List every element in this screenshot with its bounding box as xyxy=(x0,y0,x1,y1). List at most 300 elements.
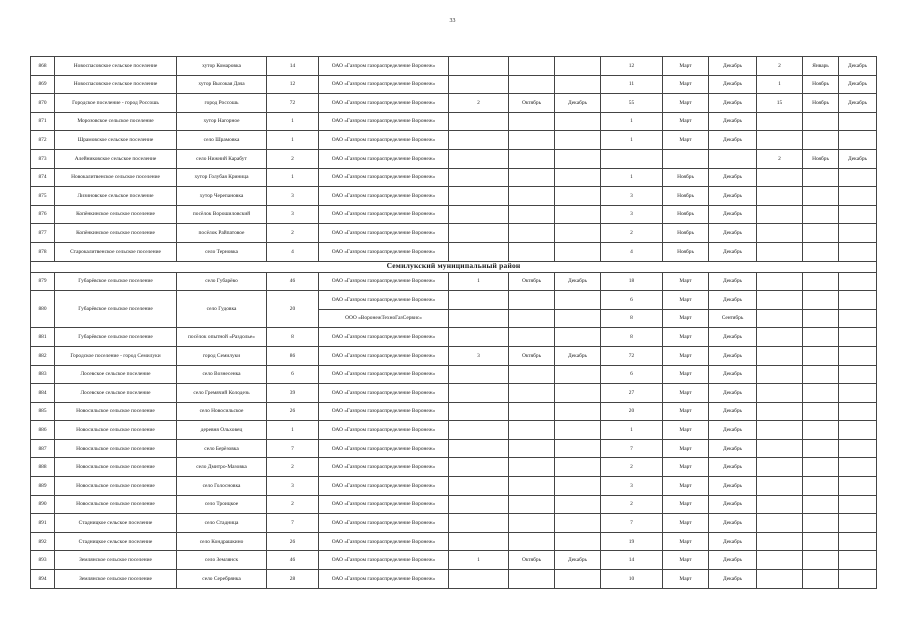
month-cell xyxy=(509,328,555,347)
organization-cell: ОАО «Газпром газораспределение Воронеж» xyxy=(319,458,449,477)
locality-cell: село Гудовка xyxy=(177,291,267,328)
settlement-cell: Стадницкое сельское поселение xyxy=(55,532,177,551)
settlement-cell: Новоспасовское сельское поселение xyxy=(55,57,177,76)
month-cell xyxy=(839,458,877,477)
value-cell: 3 xyxy=(601,477,663,496)
table-row xyxy=(31,205,877,224)
month-cell: Декабрь xyxy=(555,551,601,570)
month-cell xyxy=(839,112,877,131)
settlement-cell: Шрамовское сельское поселение xyxy=(55,131,177,150)
month-cell: Март xyxy=(663,532,709,551)
value-cell xyxy=(757,551,803,570)
month-cell xyxy=(509,421,555,440)
organization-cell: ОАО «Газпром газораспределение Воронеж» xyxy=(319,551,449,570)
month-cell xyxy=(555,439,601,458)
organization-cell: ООО «ВоронежТехноГазСервис» xyxy=(319,309,449,328)
month-cell: Декабрь xyxy=(709,421,757,440)
month-cell xyxy=(555,131,601,150)
settlement-cell: Алейниковское сельское поселение xyxy=(55,149,177,168)
page-number: 33 xyxy=(449,18,456,24)
month-cell xyxy=(509,384,555,403)
month-cell xyxy=(803,328,839,347)
value-cell xyxy=(601,149,663,168)
value-cell: 3 xyxy=(449,346,509,365)
month-cell xyxy=(839,532,877,551)
month-cell xyxy=(803,421,839,440)
value-cell xyxy=(757,168,803,187)
quantity-cell: 46 xyxy=(267,272,319,291)
month-cell: Ноябрь xyxy=(663,187,709,206)
value-cell xyxy=(449,458,509,477)
settlement-cell: Копёнкинское сельское поселение xyxy=(55,224,177,243)
month-cell: Март xyxy=(663,291,709,310)
value-cell xyxy=(757,421,803,440)
value-cell xyxy=(757,272,803,291)
organization-cell: ОАО «Газпром газораспределение Воронеж» xyxy=(319,112,449,131)
month-cell: Март xyxy=(663,514,709,533)
row-number-cell: 894 xyxy=(31,570,55,589)
quantity-cell: 4 xyxy=(267,242,319,261)
settlement-cell: Губарёвское сельское поселение xyxy=(55,272,177,291)
month-cell: Декабрь xyxy=(555,272,601,291)
row-number-cell: 881 xyxy=(31,328,55,347)
month-cell: Март xyxy=(663,439,709,458)
organization-cell: ОАО «Газпром газораспределение Воронеж» xyxy=(319,365,449,384)
value-cell xyxy=(449,402,509,421)
quantity-cell: 46 xyxy=(267,551,319,570)
organization-cell: ОАО «Газпром газораспределение Воронеж» xyxy=(319,272,449,291)
month-cell xyxy=(839,495,877,514)
month-cell xyxy=(509,168,555,187)
month-cell: Март xyxy=(663,384,709,403)
month-cell: Январь xyxy=(803,57,839,76)
month-cell: Декабрь xyxy=(709,570,757,589)
row-number-cell: 871 xyxy=(31,112,55,131)
month-cell: Октябрь xyxy=(509,94,555,113)
month-cell xyxy=(555,75,601,94)
section-header-row xyxy=(31,261,877,272)
month-cell xyxy=(555,242,601,261)
settlement-cell: Новокалитвенское сельское поселение xyxy=(55,168,177,187)
month-cell: Март xyxy=(663,365,709,384)
value-cell: 27 xyxy=(601,384,663,403)
value-cell: 55 xyxy=(601,94,663,113)
value-cell xyxy=(757,532,803,551)
month-cell xyxy=(509,495,555,514)
quantity-cell: 3 xyxy=(267,205,319,224)
value-cell xyxy=(757,477,803,496)
table-row xyxy=(31,242,877,261)
row-number-cell: 890 xyxy=(31,495,55,514)
organization-cell: ОАО «Газпром газораспределение Воронеж» xyxy=(319,477,449,496)
month-cell: Декабрь xyxy=(709,94,757,113)
month-cell: Декабрь xyxy=(709,131,757,150)
table-row xyxy=(31,224,877,243)
organization-cell: ОАО «Газпром газораспределение Воронеж» xyxy=(319,439,449,458)
organization-cell: ОАО «Газпром газораспределение Воронеж» xyxy=(319,514,449,533)
month-cell xyxy=(555,224,601,243)
settlement-cell: Новоспасовское сельское поселение xyxy=(55,75,177,94)
row-number-cell: 887 xyxy=(31,439,55,458)
quantity-cell: 1 xyxy=(267,112,319,131)
month-cell: Декабрь xyxy=(709,291,757,310)
table-row xyxy=(31,365,877,384)
locality-cell: хутор Голубая Криница xyxy=(177,168,267,187)
value-cell: 18 xyxy=(601,272,663,291)
month-cell xyxy=(509,365,555,384)
month-cell: Декабрь xyxy=(709,402,757,421)
settlement-cell: Губарёвское сельское поселение xyxy=(55,291,177,328)
quantity-cell: 28 xyxy=(267,570,319,589)
table-row xyxy=(31,384,877,403)
month-cell xyxy=(839,551,877,570)
month-cell: Декабрь xyxy=(709,112,757,131)
month-cell xyxy=(803,365,839,384)
month-cell: Декабрь xyxy=(555,346,601,365)
row-number-cell: 873 xyxy=(31,149,55,168)
month-cell xyxy=(803,532,839,551)
month-cell xyxy=(839,384,877,403)
month-cell xyxy=(803,187,839,206)
month-cell: Ноябрь xyxy=(803,149,839,168)
row-number-cell: 868 xyxy=(31,57,55,76)
settlement-cell: Новосильское сельское поселение xyxy=(55,495,177,514)
row-number-cell: 879 xyxy=(31,272,55,291)
month-cell xyxy=(555,532,601,551)
month-cell: Декабрь xyxy=(709,495,757,514)
month-cell xyxy=(509,477,555,496)
month-cell: Декабрь xyxy=(709,224,757,243)
section-title: Семилукский муниципальный район xyxy=(31,261,877,272)
locality-cell: село Дмитро-Мазовка xyxy=(177,458,267,477)
locality-cell: село Новосильское xyxy=(177,402,267,421)
row-number-cell: 880 xyxy=(31,291,55,328)
organization-cell: ОАО «Газпром газораспределение Воронеж» xyxy=(319,57,449,76)
organization-cell: ОАО «Газпром газораспределение Воронеж» xyxy=(319,205,449,224)
settlement-cell: Новосильское сельское поселение xyxy=(55,402,177,421)
value-cell xyxy=(757,514,803,533)
row-number-cell: 878 xyxy=(31,242,55,261)
month-cell xyxy=(803,570,839,589)
month-cell xyxy=(839,187,877,206)
locality-cell: хутор Черепановка xyxy=(177,187,267,206)
quantity-cell: 2 xyxy=(267,149,319,168)
month-cell: Декабрь xyxy=(709,365,757,384)
month-cell: Ноябрь xyxy=(803,94,839,113)
month-cell: Декабрь xyxy=(839,149,877,168)
value-cell: 2 xyxy=(757,57,803,76)
quantity-cell: 72 xyxy=(267,94,319,113)
month-cell: Ноябрь xyxy=(663,242,709,261)
month-cell xyxy=(839,514,877,533)
month-cell xyxy=(509,309,555,328)
table-row xyxy=(31,570,877,589)
table-row xyxy=(31,421,877,440)
quantity-cell: 3 xyxy=(267,477,319,496)
month-cell xyxy=(803,384,839,403)
value-cell xyxy=(449,421,509,440)
quantity-cell: 2 xyxy=(267,458,319,477)
gasification-schedule-table xyxy=(30,56,877,589)
table-row xyxy=(31,75,877,94)
value-cell: 1 xyxy=(757,75,803,94)
value-cell: 2 xyxy=(601,458,663,477)
row-number-cell: 888 xyxy=(31,458,55,477)
month-cell: Октябрь xyxy=(509,551,555,570)
month-cell: Март xyxy=(663,551,709,570)
month-cell xyxy=(509,532,555,551)
month-cell: Март xyxy=(663,57,709,76)
settlement-cell: Городское поселение - город Россошь xyxy=(55,94,177,113)
month-cell: Декабрь xyxy=(709,205,757,224)
month-cell: Март xyxy=(663,477,709,496)
locality-cell: село Гремячий Колодезь xyxy=(177,384,267,403)
month-cell xyxy=(555,328,601,347)
row-number-cell: 874 xyxy=(31,168,55,187)
month-cell xyxy=(839,291,877,310)
value-cell: 4 xyxy=(601,242,663,261)
month-cell: Март xyxy=(663,272,709,291)
month-cell xyxy=(555,421,601,440)
locality-cell: город Семилуки xyxy=(177,346,267,365)
value-cell xyxy=(449,224,509,243)
month-cell xyxy=(509,514,555,533)
organization-cell: ОАО «Газпром газораспределение Воронеж» xyxy=(319,384,449,403)
organization-cell: ОАО «Газпром газораспределение Воронеж» xyxy=(319,75,449,94)
month-cell: Март xyxy=(663,309,709,328)
month-cell: Декабрь xyxy=(709,346,757,365)
month-cell: Декабрь xyxy=(709,532,757,551)
month-cell xyxy=(509,291,555,310)
month-cell: Ноябрь xyxy=(663,224,709,243)
table-row xyxy=(31,439,877,458)
month-cell: Декабрь xyxy=(709,242,757,261)
value-cell xyxy=(757,346,803,365)
organization-cell: ОАО «Газпром газораспределение Воронеж» xyxy=(319,346,449,365)
month-cell xyxy=(839,168,877,187)
row-number-cell: 886 xyxy=(31,421,55,440)
month-cell xyxy=(839,421,877,440)
month-cell xyxy=(803,291,839,310)
month-cell xyxy=(803,346,839,365)
month-cell: Ноябрь xyxy=(803,75,839,94)
value-cell xyxy=(449,149,509,168)
month-cell xyxy=(803,309,839,328)
month-cell xyxy=(709,149,757,168)
value-cell: 1 xyxy=(601,112,663,131)
value-cell xyxy=(449,477,509,496)
value-cell xyxy=(449,75,509,94)
locality-cell: село Губарёво xyxy=(177,272,267,291)
month-cell: Декабрь xyxy=(709,458,757,477)
settlement-cell: Новосильское сельское поселение xyxy=(55,439,177,458)
value-cell xyxy=(757,495,803,514)
value-cell: 7 xyxy=(601,514,663,533)
month-cell: Декабрь xyxy=(709,514,757,533)
month-cell: Декабрь xyxy=(839,75,877,94)
table-row xyxy=(31,131,877,150)
organization-cell: ОАО «Газпром газораспределение Воронеж» xyxy=(319,402,449,421)
quantity-cell: 14 xyxy=(267,57,319,76)
organization-cell: ОАО «Газпром газораспределение Воронеж» xyxy=(319,224,449,243)
month-cell: Декабрь xyxy=(709,551,757,570)
organization-cell: ОАО «Газпром газораспределение Воронеж» xyxy=(319,149,449,168)
settlement-cell: Новосильское сельское поселение xyxy=(55,458,177,477)
month-cell xyxy=(839,224,877,243)
value-cell xyxy=(449,242,509,261)
locality-cell: село Шрамовка xyxy=(177,131,267,150)
month-cell: Март xyxy=(663,402,709,421)
month-cell xyxy=(509,112,555,131)
value-cell xyxy=(449,495,509,514)
quantity-cell: 7 xyxy=(267,439,319,458)
month-cell xyxy=(839,439,877,458)
month-cell xyxy=(555,309,601,328)
organization-cell: ОАО «Газпром газораспределение Воронеж» xyxy=(319,291,449,310)
month-cell xyxy=(555,291,601,310)
locality-cell: посёлок Ворошиловский xyxy=(177,205,267,224)
month-cell xyxy=(803,242,839,261)
quantity-cell: 1 xyxy=(267,421,319,440)
month-cell xyxy=(803,224,839,243)
quantity-cell: 26 xyxy=(267,402,319,421)
table-row xyxy=(31,187,877,206)
row-number-cell: 877 xyxy=(31,224,55,243)
value-cell xyxy=(757,458,803,477)
value-cell: 3 xyxy=(601,205,663,224)
row-number-cell: 891 xyxy=(31,514,55,533)
month-cell: Сентябрь xyxy=(709,309,757,328)
value-cell xyxy=(449,365,509,384)
value-cell: 2 xyxy=(449,94,509,113)
table-row xyxy=(31,57,877,76)
table-row xyxy=(31,495,877,514)
value-cell: 11 xyxy=(601,75,663,94)
month-cell xyxy=(555,187,601,206)
locality-cell: село Вознесенка xyxy=(177,365,267,384)
value-cell xyxy=(449,514,509,533)
month-cell: Декабрь xyxy=(709,272,757,291)
organization-cell: ОАО «Газпром газораспределение Воронеж» xyxy=(319,168,449,187)
organization-cell: ОАО «Газпром газораспределение Воронеж» xyxy=(319,94,449,113)
table-row xyxy=(31,272,877,291)
month-cell xyxy=(555,514,601,533)
quantity-cell: 86 xyxy=(267,346,319,365)
value-cell: 6 xyxy=(601,365,663,384)
month-cell xyxy=(509,205,555,224)
value-cell: 12 xyxy=(601,57,663,76)
value-cell: 19 xyxy=(601,532,663,551)
month-cell xyxy=(803,458,839,477)
value-cell xyxy=(757,365,803,384)
locality-cell: посёлок Райпатовое xyxy=(177,224,267,243)
row-number-cell: 884 xyxy=(31,384,55,403)
table-row xyxy=(31,346,877,365)
settlement-cell: Стадницкое сельское поселение xyxy=(55,514,177,533)
table-row xyxy=(31,149,877,168)
value-cell: 3 xyxy=(601,187,663,206)
month-cell: Март xyxy=(663,570,709,589)
locality-cell: село Берёзовка xyxy=(177,439,267,458)
month-cell: Декабрь xyxy=(709,384,757,403)
row-number-cell: 885 xyxy=(31,402,55,421)
month-cell xyxy=(555,570,601,589)
quantity-cell: 2 xyxy=(267,224,319,243)
row-number-cell: 875 xyxy=(31,187,55,206)
table-row xyxy=(31,551,877,570)
month-cell: Март xyxy=(663,421,709,440)
month-cell xyxy=(509,570,555,589)
quantity-cell: 3 xyxy=(267,187,319,206)
value-cell: 7 xyxy=(601,439,663,458)
value-cell xyxy=(449,384,509,403)
quantity-cell: 1 xyxy=(267,168,319,187)
row-number-cell: 876 xyxy=(31,205,55,224)
month-cell xyxy=(509,149,555,168)
month-cell: Ноябрь xyxy=(663,168,709,187)
table-row xyxy=(31,532,877,551)
quantity-cell: 26 xyxy=(267,532,319,551)
month-cell xyxy=(555,384,601,403)
settlement-cell: Новосильское сельское поселение xyxy=(55,477,177,496)
month-cell xyxy=(555,365,601,384)
month-cell xyxy=(803,477,839,496)
month-cell: Март xyxy=(663,94,709,113)
month-cell: Декабрь xyxy=(709,75,757,94)
value-cell xyxy=(757,570,803,589)
month-cell: Март xyxy=(663,328,709,347)
value-cell xyxy=(757,402,803,421)
month-cell xyxy=(509,242,555,261)
row-number-cell: 869 xyxy=(31,75,55,94)
month-cell xyxy=(509,458,555,477)
row-number-cell: 883 xyxy=(31,365,55,384)
locality-cell: деревня Ольховец xyxy=(177,421,267,440)
value-cell: 72 xyxy=(601,346,663,365)
settlement-cell: Землянское сельское поселение xyxy=(55,551,177,570)
quantity-cell: 39 xyxy=(267,384,319,403)
settlement-cell: Старокалитвенское сельское поселение xyxy=(55,242,177,261)
month-cell xyxy=(555,495,601,514)
table-row xyxy=(31,458,877,477)
locality-cell: село Стадница xyxy=(177,514,267,533)
value-cell xyxy=(449,439,509,458)
month-cell xyxy=(803,272,839,291)
quantity-cell: 8 xyxy=(267,328,319,347)
value-cell xyxy=(757,205,803,224)
value-cell xyxy=(449,205,509,224)
value-cell xyxy=(449,112,509,131)
value-cell: 2 xyxy=(601,224,663,243)
value-cell: 10 xyxy=(601,570,663,589)
locality-cell: село Нижний Карабут xyxy=(177,149,267,168)
table-row xyxy=(31,94,877,113)
value-cell xyxy=(757,328,803,347)
month-cell xyxy=(803,551,839,570)
locality-cell: село Землянск xyxy=(177,551,267,570)
month-cell xyxy=(839,365,877,384)
month-cell: Декабрь xyxy=(709,168,757,187)
locality-cell: село Терновка xyxy=(177,242,267,261)
month-cell xyxy=(555,458,601,477)
locality-cell: посёлок опытной «Раздолье» xyxy=(177,328,267,347)
month-cell xyxy=(839,309,877,328)
quantity-cell: 20 xyxy=(267,291,319,328)
month-cell xyxy=(839,477,877,496)
month-cell xyxy=(803,495,839,514)
month-cell xyxy=(839,402,877,421)
month-cell xyxy=(509,131,555,150)
